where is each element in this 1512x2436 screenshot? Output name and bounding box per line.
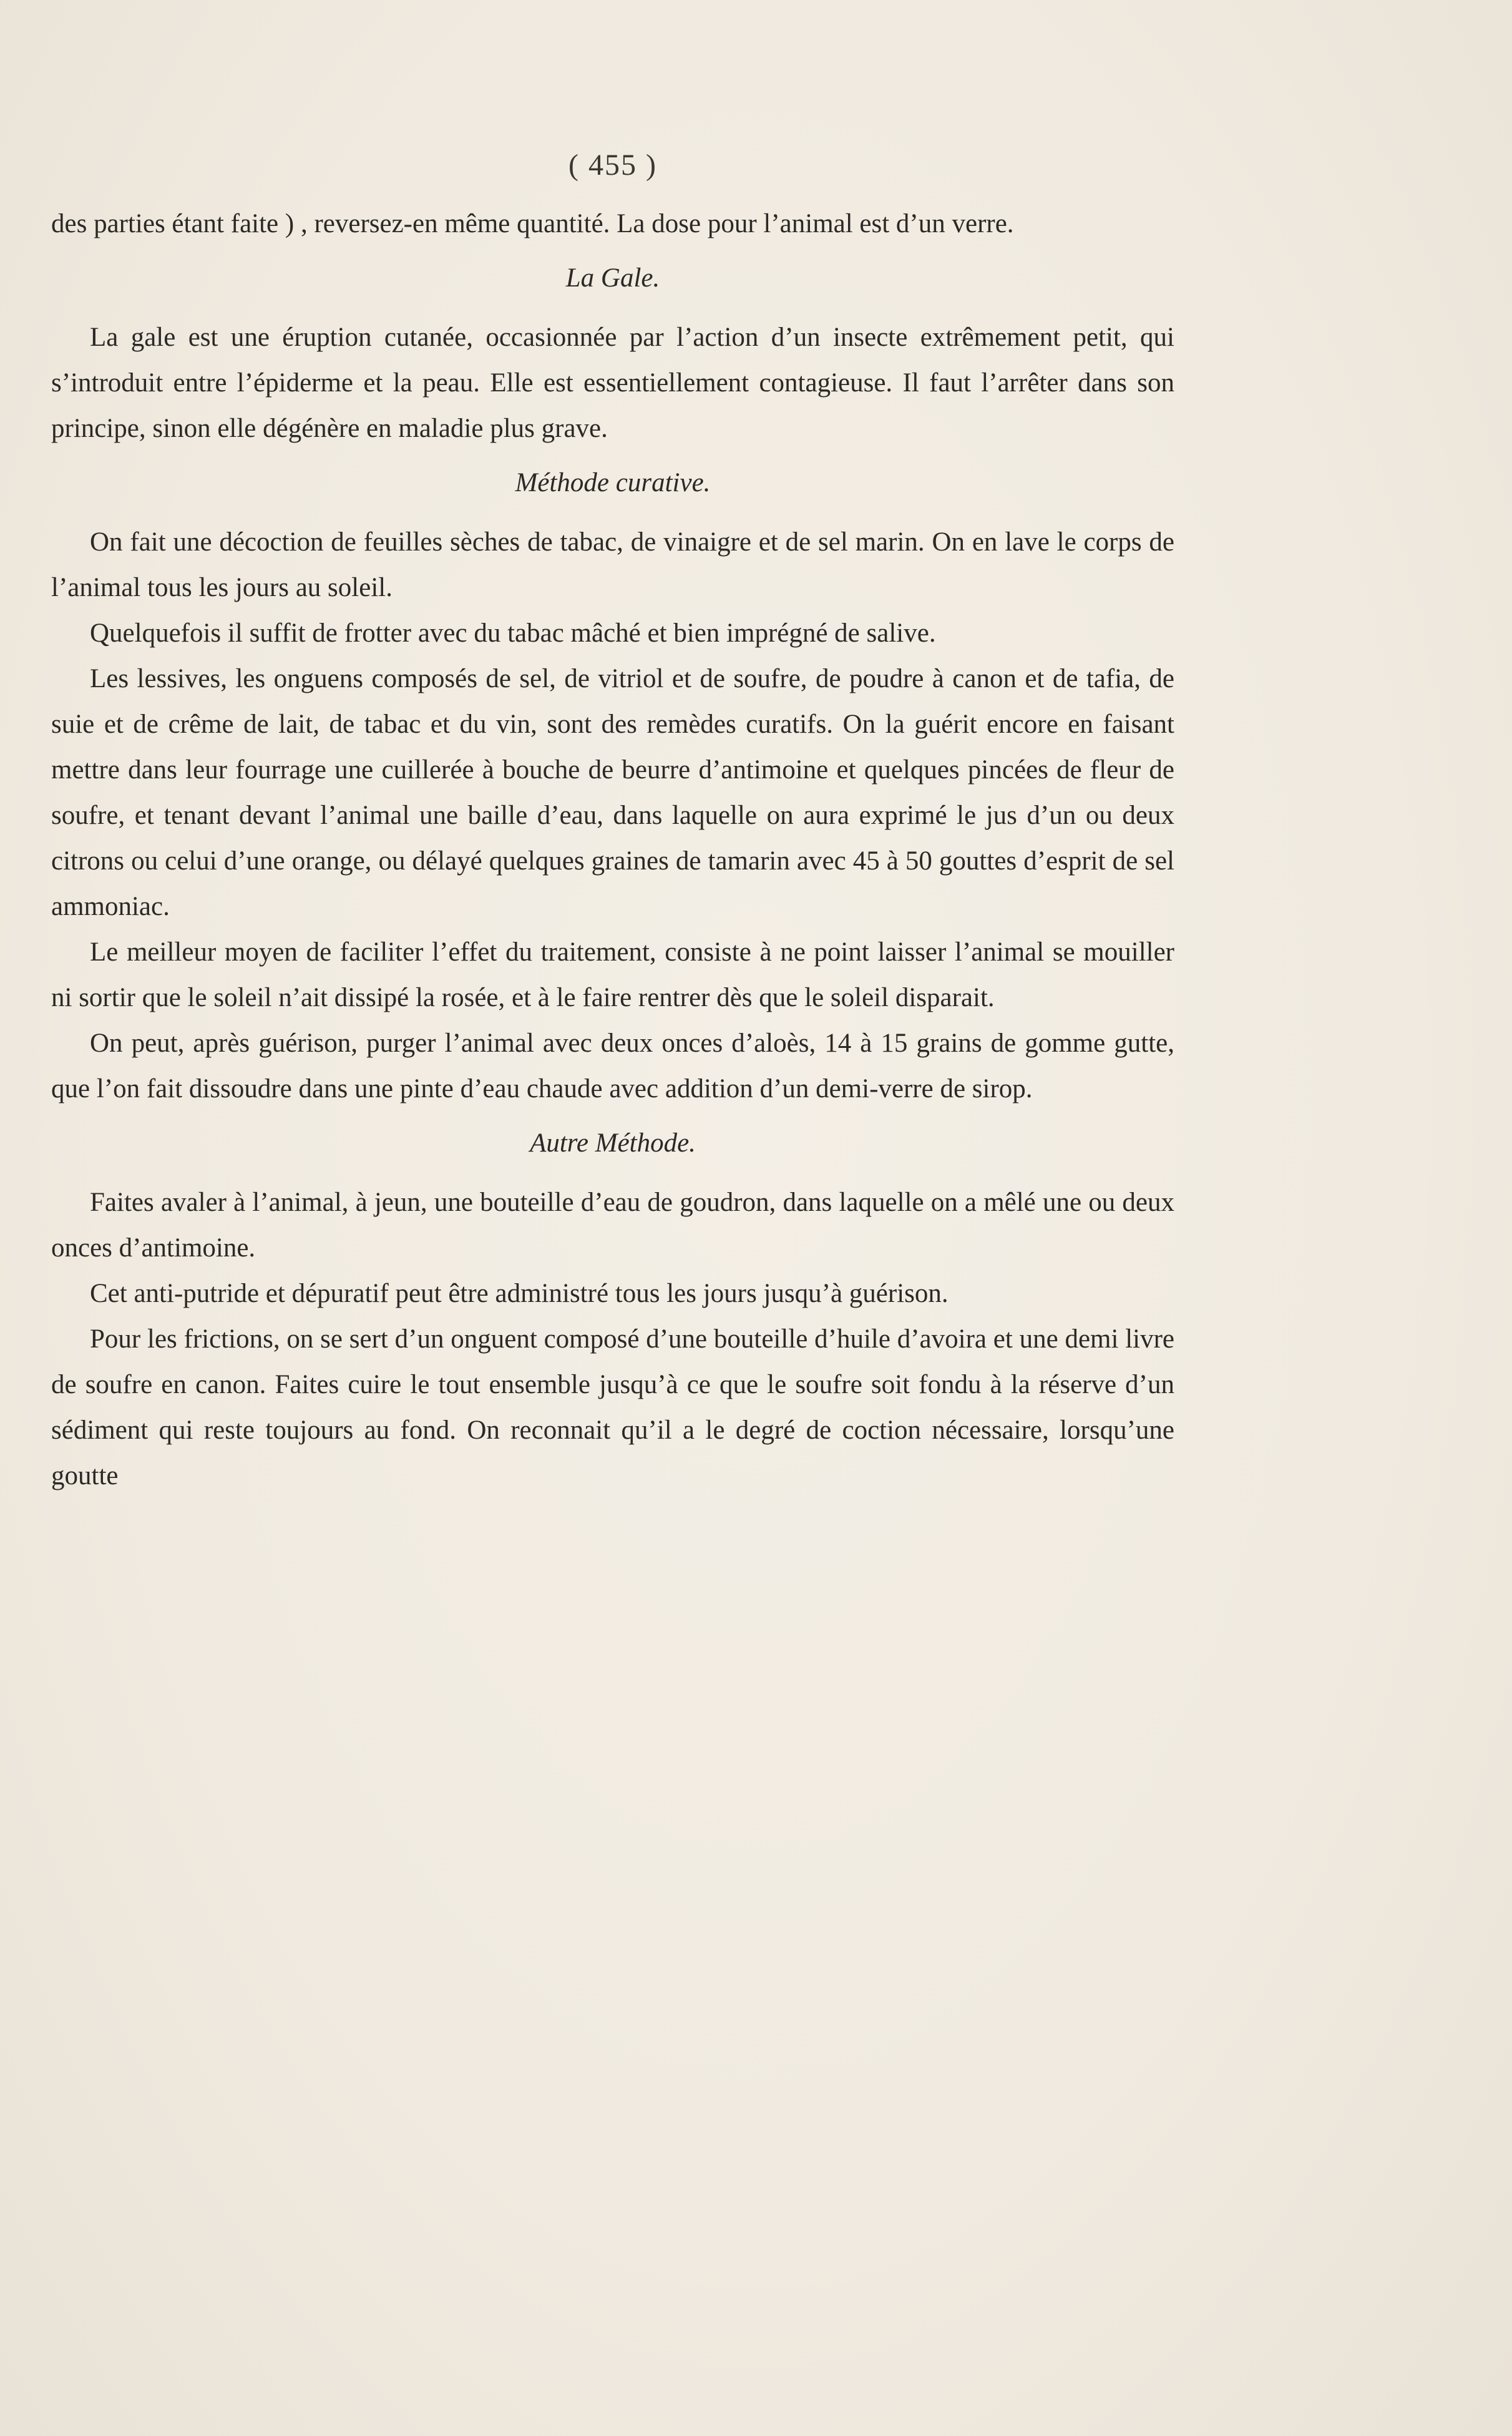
paragraph-tabac-mache: Quelquefois il suffit de frotter avec du tabac mâché et bien imprégné de salive.	[90, 619, 936, 648]
paragraph-meilleur-moyen: Le meilleur moyen de faciliter l’effet du traitement, consiste à ne point laisser l’animal se mouiller ni sortir que le soleil n’ait dissipé la rosée, et à le faire rentrer dès que le soleil disparait.	[51, 937, 1174, 1012]
paragraph-continuation: des parties étant faite ) , reversez-en même quantité. La dose pour l’animal est d’un verre.	[51, 209, 1014, 238]
section-heading-autre-methode: Autre Méthode.	[530, 1128, 696, 1158]
paragraph-decoction: On fait une décoction de feuilles sèches de tabac, de vinaigre et de sel marin. On en lave le corps de l’animal tous les jours au soleil.	[51, 527, 1174, 602]
paragraph-lessives: Les lessives, les onguens composés de sel, de vitriol et de soufre, de poudre à canon et de tafia, de suie et de crême de lait, de tabac et du vin, sont des remèdes curatifs. On la guérit encore en faisant mettre dans leur fourrage une cuillerée à bouche de beurre d’antimoine et quelques pincées de fleur de soufre, et tenant devant l’animal une baille d’eau, dans laquelle on aura exprimé le jus d’un ou deux citrons ou celui d’une orange, ou délayé quelques graines de tamarin avec 45 à 50 gouttes d’esprit de sel ammoniac.	[51, 664, 1174, 921]
paragraph-gale-description: La gale est une éruption cutanée, occasionnée par l’action d’un insecte extrêmement petit, qui s’introduit entre l’épiderme et la peau. Elle est essentiellement contagieuse. Il faut l’arrêter dans son principe, sinon elle dégénère en maladie plus grave.	[51, 323, 1174, 443]
page-number: ( 455 )	[568, 149, 657, 182]
paragraph-anti-putride: Cet anti-putride et dépuratif peut être administré tous les jours jusqu’à guérison.	[90, 1279, 949, 1308]
paragraph-frictions: Pour les frictions, on se sert d’un onguent composé d’une bouteille d’huile d’avoira et une demi livre de soufre en canon. Faites cuire le tout ensemble jusqu’à ce que le soufre soit fondu à la réserve d’un sédiment qui reste toujours au fond. On reconnait qu’il a le degré de coction nécessaire, lorsqu’une goutte	[51, 1324, 1174, 1490]
paragraph-purger: On peut, après guérison, purger l’animal avec deux onces d’aloès, 14 à 15 grains de gomme gutte, que l’on fait dissoudre dans une pinte d’eau chaude avec addition d’un demi-verre de sirop.	[51, 1029, 1174, 1103]
section-heading-la-gale: La Gale.	[565, 263, 660, 293]
paragraph-eau-de-goudron: Faites avaler à l’animal, à jeun, une bouteille d’eau de goudron, dans laquelle on a mêlé une ou deux onces d’antimoine.	[51, 1188, 1174, 1263]
body-text	[51, 201, 1174, 1499]
section-heading-methode-curative: Méthode curative.	[515, 468, 711, 497]
